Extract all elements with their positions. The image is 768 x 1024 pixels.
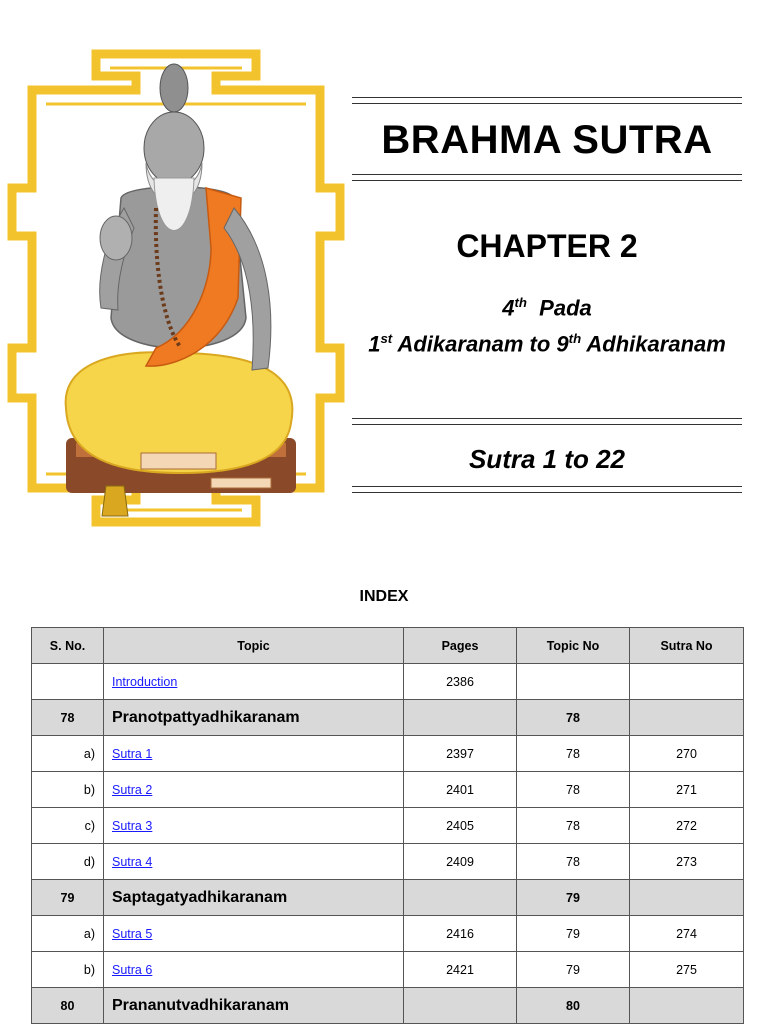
- cell-sutra-no: 270: [630, 736, 744, 772]
- column-header-pages: Pages: [404, 628, 517, 664]
- water-pot: [102, 486, 128, 516]
- cell-topic: [104, 664, 404, 700]
- column-header-sutra-no: Sutra No: [630, 628, 744, 664]
- index-table: [31, 627, 744, 1024]
- cell-pages: 2409: [404, 844, 517, 880]
- cell-topic: Prananutvadhikaranam: [104, 988, 404, 1024]
- adhi-start-ordinal: st: [380, 331, 393, 346]
- header-rule: [352, 180, 742, 181]
- column-header-sno: S. No.: [32, 628, 104, 664]
- cell-topic-no: 78: [517, 844, 630, 880]
- column-header-topic-no: Topic No: [517, 628, 630, 664]
- cell-pages: [404, 988, 517, 1024]
- cell-topic: [104, 952, 404, 988]
- cell-sno: a): [32, 736, 104, 772]
- adhi-end-ordinal: th: [568, 331, 582, 346]
- table-row: [32, 772, 744, 808]
- cell-topic-no: 78: [517, 808, 630, 844]
- adhi-end-word: Adhikaranam: [586, 331, 726, 357]
- header-rule: [352, 424, 742, 425]
- header-rule: [352, 486, 742, 487]
- adhi-start-number: 1: [368, 331, 381, 357]
- cell-topic-no: [517, 664, 630, 700]
- sage-illustration: [6, 48, 348, 528]
- table-row: [32, 736, 744, 772]
- cell-pages: 2416: [404, 916, 517, 952]
- header-rule: [352, 174, 742, 175]
- pada-number: 4: [502, 295, 515, 321]
- pada-ordinal: th: [514, 295, 527, 310]
- cell-pages: 2405: [404, 808, 517, 844]
- cell-sno: 78: [32, 700, 104, 736]
- cell-topic: [104, 808, 404, 844]
- cell-topic-no: 78: [517, 736, 630, 772]
- cell-topic-no: 78: [517, 772, 630, 808]
- header-rule: [352, 103, 742, 104]
- cell-sutra-no: [630, 988, 744, 1024]
- cell-sutra-no: [630, 664, 744, 700]
- cell-sno: b): [32, 952, 104, 988]
- table-header-row: [32, 628, 744, 664]
- cell-pages: [404, 880, 517, 916]
- section-row: [32, 700, 744, 736]
- cell-topic: [104, 736, 404, 772]
- cell-sutra-no: [630, 880, 744, 916]
- cell-sno: [32, 664, 104, 700]
- cell-sno: 80: [32, 988, 104, 1024]
- section-row: [32, 988, 744, 1024]
- cell-topic-no: 79: [517, 916, 630, 952]
- cell-sutra-no: 275: [630, 952, 744, 988]
- cell-sno: a): [32, 916, 104, 952]
- cell-topic-no: 80: [517, 988, 630, 1024]
- sutra-link[interactable]: Sutra 5: [112, 926, 153, 941]
- adhi-start-word: Adikaranam to: [397, 331, 551, 357]
- pada-line: [352, 295, 742, 321]
- cell-sutra-no: 271: [630, 772, 744, 808]
- cell-sno: b): [32, 772, 104, 808]
- sutra-range: Sutra 1 to 22: [468, 444, 626, 474]
- cell-sno: c): [32, 808, 104, 844]
- chapter-heading: CHAPTER 2: [456, 228, 638, 264]
- introduction-link[interactable]: Introduction: [112, 674, 178, 689]
- cell-topic-no: 79: [517, 952, 630, 988]
- cell-topic: Saptagatyadhikaranam: [104, 880, 404, 916]
- sutra-link[interactable]: Sutra 3: [112, 818, 153, 833]
- cell-sutra-no: [630, 700, 744, 736]
- cell-sno: d): [32, 844, 104, 880]
- cell-pages: [404, 700, 517, 736]
- cell-topic: [104, 844, 404, 880]
- section-row: [32, 880, 744, 916]
- adhi-end-number: 9: [556, 331, 569, 357]
- cell-sutra-no: 274: [630, 916, 744, 952]
- document-title: BRAHMA SUTRA: [381, 118, 713, 162]
- cell-sutra-no: 272: [630, 808, 744, 844]
- cell-sno: 79: [32, 880, 104, 916]
- table-row: [32, 916, 744, 952]
- cell-topic: Pranotpattyadhikaranam: [104, 700, 404, 736]
- adhikaranam-range: [352, 331, 742, 357]
- table-row: [32, 952, 744, 988]
- cell-pages: 2386: [404, 664, 517, 700]
- index-heading: INDEX: [359, 588, 409, 605]
- cell-sutra-no: 273: [630, 844, 744, 880]
- sutra-link[interactable]: Sutra 6: [112, 962, 153, 977]
- header-rule: [352, 97, 742, 98]
- table-row: [32, 664, 744, 700]
- cell-pages: 2421: [404, 952, 517, 988]
- table-row: [32, 844, 744, 880]
- cell-pages: 2397: [404, 736, 517, 772]
- column-header-topic: Topic: [104, 628, 404, 664]
- table-row: [32, 808, 744, 844]
- sutra-link[interactable]: Sutra 1: [112, 746, 153, 761]
- sutra-link[interactable]: Sutra 2: [112, 782, 153, 797]
- header-rule: [352, 418, 742, 419]
- cell-topic: [104, 772, 404, 808]
- cell-pages: 2401: [404, 772, 517, 808]
- cell-topic: [104, 916, 404, 952]
- sutra-link[interactable]: Sutra 4: [112, 854, 153, 869]
- cell-topic-no: 78: [517, 700, 630, 736]
- pada-word: Pada: [539, 295, 592, 321]
- header-rule: [352, 492, 742, 493]
- cell-topic-no: 79: [517, 880, 630, 916]
